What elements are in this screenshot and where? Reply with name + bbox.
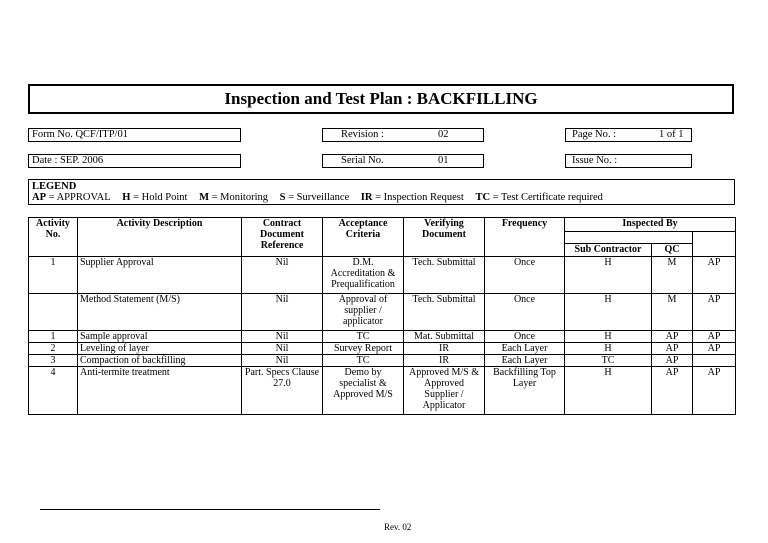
cell-verifying: Approved M/S & Approved Supplier / Applicator xyxy=(404,367,485,415)
cell-third-party: AP xyxy=(693,331,736,343)
cell-contract: Nil xyxy=(242,257,323,294)
legend-items xyxy=(32,192,731,203)
table-row xyxy=(29,367,736,415)
cell-verifying: Mat. Submittal xyxy=(404,331,485,343)
header-inspected-spacer xyxy=(565,232,693,244)
cell-description: Sample approval xyxy=(78,331,242,343)
form-no-field xyxy=(28,128,241,142)
header-verifying-document: Verifying Document xyxy=(404,218,485,257)
legend-item-test-certificate: TC = Test Certificate required xyxy=(475,192,603,203)
cell-sub-contractor: H xyxy=(565,294,652,331)
cell-third-party: AP xyxy=(693,343,736,355)
table-row xyxy=(29,331,736,343)
table-row xyxy=(29,294,736,331)
legend-item-monitoring: M = Monitoring xyxy=(199,192,269,203)
table-row xyxy=(29,343,736,355)
inspection-table xyxy=(28,217,736,415)
cell-frequency: Once xyxy=(485,257,565,294)
table-row xyxy=(29,355,736,367)
cell-acceptance: TC xyxy=(323,355,404,367)
cell-contract: Nil xyxy=(242,343,323,355)
cell-qc: AP xyxy=(652,331,693,343)
serial-no-field xyxy=(322,154,484,168)
cell-acceptance: TC xyxy=(323,331,404,343)
header-sub-contractor: Sub Contractor xyxy=(565,244,652,257)
cell-third-party xyxy=(693,355,736,367)
serial-no-value: 01 xyxy=(438,155,449,166)
cell-description: Compaction of backfilling xyxy=(78,355,242,367)
cell-third-party: AP xyxy=(693,257,736,294)
page-no-field xyxy=(565,128,692,142)
legend-item-approval: AP = APPROVAL xyxy=(32,192,111,203)
table-row xyxy=(29,257,736,294)
revision-value: 02 xyxy=(438,129,449,140)
header-qc: QC xyxy=(652,244,693,257)
cell-contract: Nil xyxy=(242,355,323,367)
date-text: Date : SEP. 2006 xyxy=(32,155,104,166)
header-frequency: Frequency xyxy=(485,218,565,257)
cell-contract: Nil xyxy=(242,294,323,331)
header-third-party xyxy=(693,232,736,257)
cell-description: Supplier Approval xyxy=(78,257,242,294)
date-field xyxy=(28,154,241,168)
cell-activity-no: 1 xyxy=(29,257,78,294)
cell-activity-no xyxy=(29,294,78,331)
cell-contract: Nil xyxy=(242,331,323,343)
legend-item-hold-point: H = Hold Point xyxy=(122,192,188,203)
cell-verifying: IR xyxy=(404,343,485,355)
cell-frequency: Backfilling Top Layer xyxy=(485,367,565,415)
revision-field xyxy=(322,128,484,142)
cell-qc: AP xyxy=(652,355,693,367)
cell-acceptance: Survey Report xyxy=(323,343,404,355)
cell-activity-no: 4 xyxy=(29,367,78,415)
header-acceptance-criteria: Acceptance Criteria xyxy=(323,218,404,257)
cell-verifying: Tech. Submittal xyxy=(404,294,485,331)
form-no-text: Form No. QCF/ITP/01 xyxy=(32,129,128,140)
cell-activity-no: 1 xyxy=(29,331,78,343)
cell-description: Leveling of layer xyxy=(78,343,242,355)
page-no-value: 1 of 1 xyxy=(659,129,684,140)
header-contract-document: Contract Document Reference xyxy=(242,218,323,257)
cell-sub-contractor: H xyxy=(565,331,652,343)
cell-qc: M xyxy=(652,294,693,331)
cell-verifying: Tech. Submittal xyxy=(404,257,485,294)
cell-qc: M xyxy=(652,257,693,294)
revision-label: Revision : xyxy=(341,129,384,140)
cell-third-party: AP xyxy=(693,367,736,415)
legend-box xyxy=(28,179,735,205)
issue-no-label: Issue No. : xyxy=(572,155,618,166)
header-activity-no: Activity No. xyxy=(29,218,78,257)
cell-frequency: Each Layer xyxy=(485,343,565,355)
cell-sub-contractor: TC xyxy=(565,355,652,367)
issue-no-field xyxy=(565,154,692,168)
cell-third-party: AP xyxy=(693,294,736,331)
cell-description: Method Statement (M/S) xyxy=(78,294,242,331)
legend-heading: LEGEND xyxy=(32,181,77,192)
cell-acceptance: Approval of supplier / applicator xyxy=(323,294,404,331)
legend-item-surveillance: S = Surveillance xyxy=(279,192,350,203)
cell-verifying: IR xyxy=(404,355,485,367)
revision-footer: Rev. 02 xyxy=(384,522,412,532)
cell-sub-contractor: H xyxy=(565,367,652,415)
document-title: Inspection and Test Plan : BACKFILLING xyxy=(28,84,734,114)
cell-frequency: Once xyxy=(485,331,565,343)
legend-item-inspection-request: IR = Inspection Request xyxy=(360,192,464,203)
header-inspected-by: Inspected By xyxy=(565,218,736,232)
cell-acceptance: D.M. Accreditation & Prequalification xyxy=(323,257,404,294)
cell-frequency: Each Layer xyxy=(485,355,565,367)
serial-no-label: Serial No. xyxy=(341,155,384,166)
cell-sub-contractor: H xyxy=(565,257,652,294)
page-no-label: Page No. : xyxy=(572,129,617,140)
cell-description: Anti-termite treatment xyxy=(78,367,242,415)
cell-acceptance: Demo by specialist & Approved M/S xyxy=(323,367,404,415)
cell-activity-no: 3 xyxy=(29,355,78,367)
cell-frequency: Once xyxy=(485,294,565,331)
signature-line xyxy=(40,509,380,510)
cell-contract: Part. Specs Clause 27.0 xyxy=(242,367,323,415)
cell-activity-no: 2 xyxy=(29,343,78,355)
cell-qc: AP xyxy=(652,367,693,415)
header-activity-description: Activity Description xyxy=(78,218,242,257)
cell-sub-contractor: H xyxy=(565,343,652,355)
cell-qc: AP xyxy=(652,343,693,355)
